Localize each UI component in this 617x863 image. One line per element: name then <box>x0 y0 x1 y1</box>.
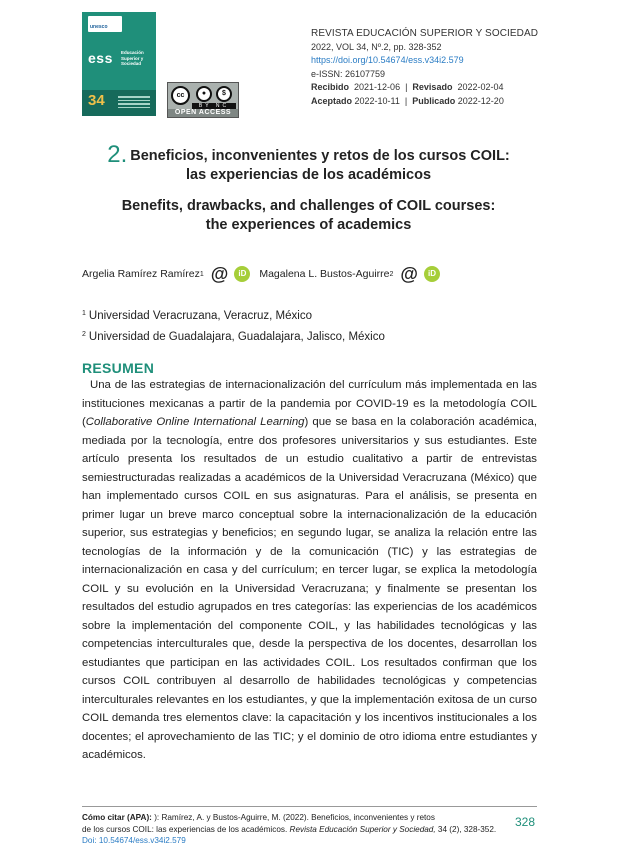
abstract-part-2: ) que se basa en la colaboración académica, mediada por la tecnología, entre dos profesores universitarios y sus estudiantes. Este artículo presenta los resultados de un estudio cualitativo a partir de entrevistas semiestructuradas realizadas a académicos de la Universidad Veracruzana (México) que han implementado cursos COIL en sus asignaturas. Para el análisis, se presenta en primer lugar un breve marco conceptual sobre la internacionalización de la educación superior, sus estrategias y beneficios; en segundo lugar, se analiza la relación entre las tecnologías de la información y de la comunicación (TIC) y las estrategias de internacionalización en casa y del currículum; en tercer lugar, se explica la metodología COIL y su evolución en la Universidad Veracruzana; y finalmente se presentan los resultados del estudio agrupados en tres categorías: las experiencias de los académicos sobre la implementación del componente COIL, y las habilidades tecnológicas y las competencias interculturales que, desde la perspectiva de los docentes, desarrollan los estudiantes que participan en las actividades COIL. Los resultados confirman que los cursos COIL contribuyen al desarrollo de habilidades tecnológicas y competencias interculturales relevantes en los estudiantes, y que la implementación exitosa de un curso COIL demanda tres elementos clave: la capacitación y los incentivos institucionales a los docentes; el aprovechamiento de las TIC; y el dominio de otro idioma entre estudiantes y académicos. <box>82 416 537 761</box>
accepted-date: 2022-10-11 <box>354 95 400 106</box>
cover-text-lines <box>118 96 150 110</box>
dates-line-1: Recibido 2021-12-06 | Revisado 2022-02-04 <box>311 82 504 93</box>
title-es-line-1: Beneficios, inconvenientes y retos de los cursos COIL: <box>130 148 510 164</box>
open-access-label: OPEN ACCESS <box>168 109 238 117</box>
affiliation-sup: 2 <box>82 330 86 338</box>
citation-doi[interactable]: Doi: 10.54674/ess.v34i2.579 <box>82 836 186 845</box>
abstract-italic: Collaborative Online International Learning <box>85 416 305 428</box>
article-number: 2. <box>107 141 128 168</box>
affiliation-item <box>82 326 385 347</box>
title-en-line-1: Benefits, drawbacks, and challenges of COIL courses: <box>121 198 496 214</box>
journal-name: REVISTA EDUCACIÓN SUPERIOR Y SOCIEDAD <box>311 28 539 39</box>
cover-logo: ess <box>88 50 113 66</box>
affiliations <box>82 305 385 346</box>
citation-footer <box>82 812 502 847</box>
affiliation-text: Universidad de Guadalajara, Guadalajara, Jalisco, México <box>88 330 385 343</box>
orcid-icon[interactable]: iD <box>234 266 250 282</box>
title-english <box>0 197 617 235</box>
journal-cover <box>82 12 156 116</box>
title-en-line-2: the experiences of academics <box>205 217 412 233</box>
abstract-part-1: Una de las estrategias de internacionalización del currículum más implementada en las instituciones mexicanas a partir de la pandemia por COVID-19 es la metodología COIL ( <box>82 379 537 428</box>
citation-label: Cómo citar (APA): <box>82 813 152 822</box>
citation-line-2 <box>82 824 502 836</box>
issue-info: 2022, VOL 34, Nº.2, pp. 328-352 <box>311 41 442 52</box>
citation-text-3: 34 (2), 328-352. <box>437 824 497 834</box>
author-sup: 1 <box>199 270 204 278</box>
title-spanish <box>0 141 617 185</box>
received-date: 2021-12-06 <box>354 82 401 93</box>
title-es-line-2: las experiencias de los académicos <box>185 167 432 183</box>
cc-license-badge[interactable] <box>167 82 239 118</box>
footer-divider <box>82 806 537 807</box>
affiliation-sup: 1 <box>82 310 86 317</box>
doi-link[interactable]: https://doi.org/10.54674/ess.v34i2.579 <box>311 55 464 66</box>
article-meta <box>311 27 538 109</box>
author-sup: 2 <box>389 270 394 278</box>
article-title <box>0 141 617 235</box>
author-name: Argelia Ramírez Ramírez <box>82 268 200 280</box>
nc-label: NC <box>215 103 230 109</box>
citation-journal: Revista Educación Superior y Sociedad, <box>289 824 436 834</box>
person-icon: ● <box>196 86 212 102</box>
abstract-text <box>82 376 537 765</box>
affiliation-item <box>82 305 385 326</box>
abstract-heading: RESUMEN <box>82 360 155 376</box>
email-icon[interactable]: @ <box>210 264 229 284</box>
affiliation-text: Universidad Veracruzana, Veracruz, México <box>88 310 312 322</box>
no-commercial-icon: $ <box>216 86 232 102</box>
accepted-label: Aceptado <box>311 95 353 106</box>
by-label: BY <box>198 103 212 109</box>
email-icon[interactable]: @ <box>400 264 418 284</box>
eissn: e-ISSN: 26107759 <box>311 68 386 79</box>
published-date: 2022-12-20 <box>457 95 504 106</box>
citation-text-1: ): Ramírez, A. y Bustos-Aguirre, M. (2022). Beneficios, inconvenientes y retos <box>154 813 435 822</box>
citation-text-2: de los cursos COIL: las experiencias de los académicos. <box>82 824 288 834</box>
revised-date: 2022-02-04 <box>457 82 504 93</box>
citation-line-1 <box>82 812 502 824</box>
published-label: Publicado <box>412 95 456 106</box>
orcid-icon[interactable]: iD <box>424 266 440 282</box>
revised-label: Revisado <box>412 82 453 93</box>
unesco-logo <box>88 16 122 32</box>
cc-icon: cc <box>171 86 190 105</box>
unesco-label: unesco <box>90 24 108 30</box>
dates-line-2: Aceptado 2022-10-11 | Publicado 2022-12-20 <box>311 95 504 106</box>
page-number: 328 <box>515 815 536 829</box>
author-list <box>82 265 449 283</box>
cover-volume: 34 <box>88 92 105 109</box>
cover-journal-name: Educación Superior y Sociedad <box>121 50 144 66</box>
received-label: Recibido <box>311 82 350 93</box>
author-name: Magalena L. Bustos-Aguirre <box>259 268 390 280</box>
